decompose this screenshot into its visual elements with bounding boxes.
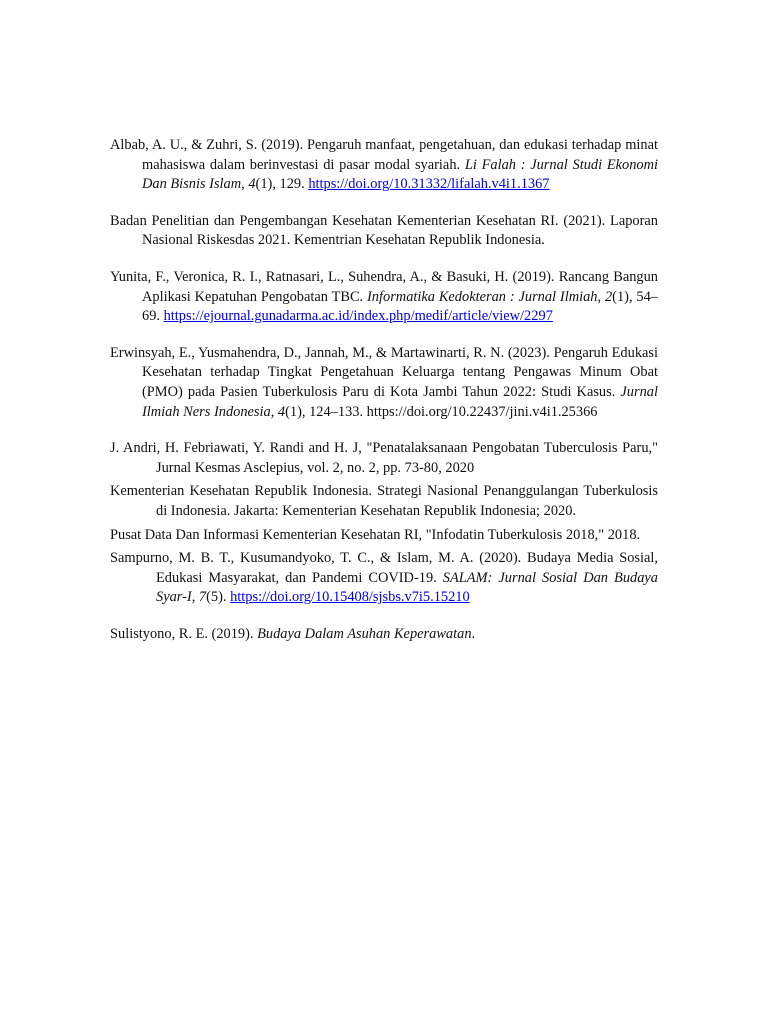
reference-item — [110, 549, 658, 608]
separator: , — [241, 176, 249, 193]
reference-item — [110, 526, 658, 546]
reference-item — [110, 482, 658, 521]
reference-list — [110, 136, 658, 644]
reference-item — [110, 625, 658, 645]
issue-pages: (5). — [206, 589, 231, 606]
reference-text: Yunita, F., Veronica, R. I., Ratnasari, L., Suhendra, A., & Basuki, H. (2019). Rancang Bangun Aplikasi Kepatuhan Pengobatan TBC. — [110, 268, 658, 305]
reference-text: Sampurno, M. B. T., Kusumandyoko, T. C., & Islam, M. A. (2020). Budaya Media Sosial, Edukasi Masyarakat, dan Pandemi COVID-19. — [110, 550, 658, 586]
issue-pages: (1), 129. — [255, 176, 309, 193]
reference-text: Pusat Data Dan Informasi Kementerian Kesehatan RI, "Infodatin Tuberkulosis 2018," 2018. — [110, 526, 641, 543]
reference-item — [110, 212, 658, 251]
doi-link[interactable]: https://doi.org/10.31332/lifalah.v4i1.1367 — [308, 176, 550, 193]
separator: , — [191, 589, 199, 606]
journal-name: Li Falah : Jurnal Studi Ekonomi Dan Bisnis Islam — [142, 156, 659, 193]
separator: , — [270, 403, 278, 420]
reference-text: Albab, A. U., & Zuhri, S. (2019). Pengaruh manfaat, pengetahuan, dan edukasi terhadap minat mahasiswa dalam berinvestasi di pasar modal syariah. — [110, 137, 658, 173]
terminator: . — [471, 625, 476, 642]
separator: , — [597, 288, 605, 305]
doi-link[interactable]: https://doi.org/10.15408/sjsbs.v7i5.15210 — [230, 589, 470, 606]
reference-text: Kementerian Kesehatan Republik Indonesia. Strategi Nasional Penanggulangan Tuberkulosis di Indonesia. Jakarta: Kementerian Kesehatan Republik Indonesia; 2020. — [110, 483, 658, 519]
reference-item — [110, 136, 658, 195]
reference-item — [110, 268, 658, 327]
journal-name: Jurnal Ilmiah Ners Indonesia — [142, 383, 658, 420]
issue-pages: (1), 54–69. — [142, 288, 658, 325]
journal-name: Informatika Kedokteran : Jurnal Ilmiah — [367, 288, 598, 305]
volume: 7 — [198, 589, 207, 606]
reference-text: Badan Penelitian dan Pengembangan Kesehatan Kementerian Kesehatan RI. (2021). Laporan Nasional Riskesdas 2021. Kementrian Kesehatan Republik Indonesia. — [110, 212, 658, 249]
volume: 2 — [604, 288, 613, 305]
article-link[interactable]: https://ejournal.gunadarma.ac.id/index.php/medif/article/view/2297 — [163, 308, 553, 325]
reference-text: Sulistyono, R. E. (2019). — [110, 625, 258, 642]
journal-name: SALAM: Jurnal Sosial Dan Budaya Syar-I — [156, 569, 658, 606]
volume: 4 — [277, 403, 286, 420]
volume: 4 — [248, 176, 256, 193]
reference-text: J. Andri, H. Febriawati, Y. Randi and H. J, "Penatalaksanaan Pengobatan Tuberculosis Paru," Jurnal Kesmas Asclepius, vol. 2, no. 2, pp. 73-80, 2020 — [110, 440, 658, 476]
reference-item — [110, 344, 658, 422]
reference-text: Erwinsyah, E., Yusmahendra, D., Jannah, M., & Martawinarti, R. N. (2023). Pengaruh Edukasi Kesehatan terhadap Tingkat Pengetahuan Keluarga tentang Pengawas Minum Obat (PMO) pada Pasien Tuberkulosis Paru di Kota Jambi Tahun 2022: Studi Kasus. — [110, 344, 658, 400]
reference-item — [110, 439, 658, 478]
issue-pages-doi: (1), 124–133. https://doi.org/10.22437/jini.v4i1.25366 — [285, 403, 598, 420]
book-title: Budaya Dalam Asuhan Keperawatan — [257, 625, 472, 642]
